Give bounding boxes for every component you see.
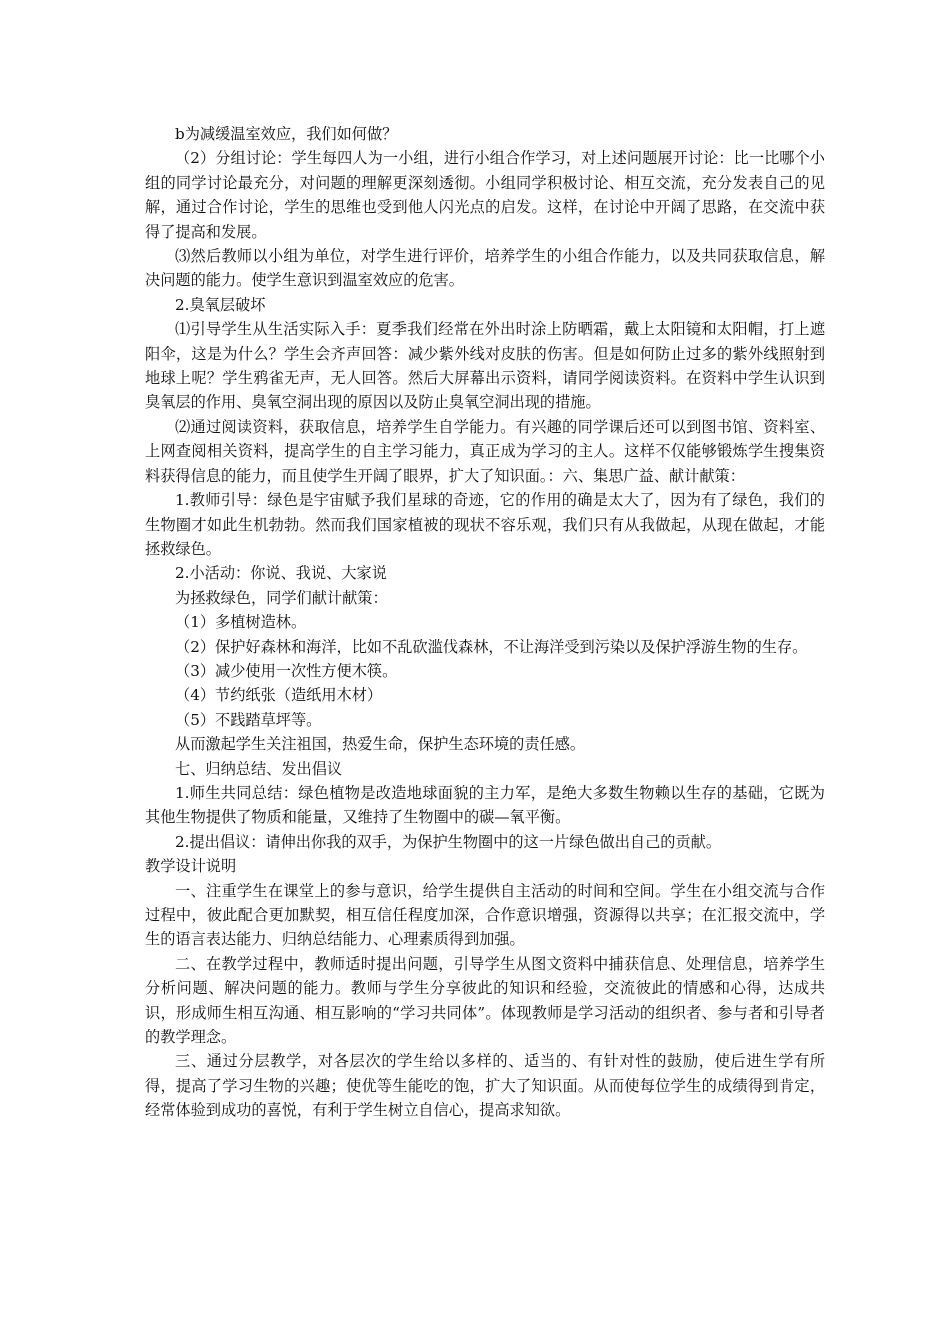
paragraph: ⑵通过阅读资料，获取信息，培养学生自学能力。有兴趣的同学课后还可以到图书馆、资料室、上网查阅相关资料，提高学生的自主学习能力，真正成为学习的主人。这样不仅能够锻炼学生搜集资料获得信息的能力，而且使学生开阔了眼界，扩大了知识面。：六、集思广益、献计献策： (145, 417, 825, 485)
paragraph: 1.教师引导：绿色是宇宙赋予我们星球的奇迹，它的作用的确是太大了，因为有了绿色，我们的生物圈才如此生机勃勃。然而我们国家植被的现状不容乐观，我们只有从我做起，从现在做起，才能拯救绿色。 (145, 491, 825, 558)
paragraph: 教学设计说明 (145, 857, 237, 876)
paragraph: （2）保护好森林和海洋，比如不乱砍滥伐森林，不让海洋受到污染以及保护浮游生物的生存。 (175, 637, 808, 656)
paragraph: 一、注重学生在课堂上的参与意识，给学生提供自主活动的时间和空间。学生在小组交流与合作过程中，彼此配合更加默契，相互信任程度加深，合作意识增强，资源得以共享；在汇报交流中，学生的语言表达能力、归纳总结能力、心理素质得到加强。 (145, 881, 825, 949)
paragraph: （1）多植树造林。 (175, 613, 307, 632)
paragraph: （2）分组讨论：学生每四人为一小组，进行小组合作学习，对上述问题展开讨论：比一比哪个小组的同学讨论最充分，对问题的理解更深刻透彻。小组同学积极讨论、相互交流，充分发表自己的见解，通过合作讨论，学生的思维也受到他人闪光点的启发。这样，在讨论中开阔了思路，在交流中获得了提高和发展。 (145, 149, 825, 241)
paragraph: 从而激起学生关注祖国，热爱生命，保护生态环境的责任感。 (175, 735, 586, 754)
paragraph: 2.提出倡议：请伸出你我的双手，为保护生物圈中的这一片绿色做出自己的贡献。 (175, 832, 722, 851)
paragraph: 七、归纳总结、发出倡议 (175, 759, 343, 778)
paragraph: （5）不践踏草坪等。 (175, 710, 322, 729)
paragraph: ⑶然后教师以小组为单位，对学生进行评价，培养学生的小组合作能力，以及共同获取信息，解决问题的能力。使学生意识到温室效应的危害。 (145, 247, 825, 290)
paragraph: ⑴引导学生从生活实际入手：夏季我们经常在外出时涂上防晒霜，戴上太阳镜和太阳帽，打上遮阳伞，这是为什么？学生会齐声回答：减少紫外线对皮肤的伤害。但是如何防止过多的紫外线照射到地球上呢？学生鸦雀无声，无人回答。然后大屏幕出示资料，请同学阅读资料。在资料中学生认识到臭氧层的作用、臭氧空洞出现的原因以及防止臭氧空洞出现的措施。 (145, 320, 825, 412)
paragraph: 三、通过分层教学，对各层次的学生给以多样的、适当的、有针对性的鼓励，使后进生学有所得，提高了学习生物的兴趣；使优等生能吃的饱，扩大了知识面。从而使每位学生的成绩得到肯定，经常体验到成功的喜悦，有利于学生树立自信心，提高求知欲。 (145, 1052, 825, 1120)
document-body (145, 122, 825, 1123)
paragraph: 为拯救绿色，同学们献计献策： (175, 588, 388, 607)
paragraph: 1.师生共同总结：绿色植物是改造地球面貌的主力军，是绝大多数生物赖以生存的基础，它既为其他生物提供了物质和能量，又维持了生物圈中的碳—氧平衡。 (145, 783, 825, 827)
paragraph: 2.小活动：你说、我说、大家说 (175, 564, 387, 583)
paragraph: （3）减少使用一次性方便木筷。 (175, 661, 398, 680)
paragraph: 2.臭氧层破坏 (175, 295, 266, 314)
paragraph: b为减缓温室效应，我们如何做？ (175, 125, 398, 143)
paragraph: （4）节约纸张（造纸用木材） (175, 686, 383, 705)
paragraph: 二、在教学过程中，教师适时提出问题，引导学生从图文资料中捕获信息、处理信息，培养学生分析问题、解决问题的能力。教师与学生分享彼此的知识和经验，交流彼此的情感和心得，达成共识，形成师生相互沟通、相互影响的“学习共同体”。体现教师是学习活动的组织者、参与者和引导者的教学理念。 (145, 954, 825, 1047)
